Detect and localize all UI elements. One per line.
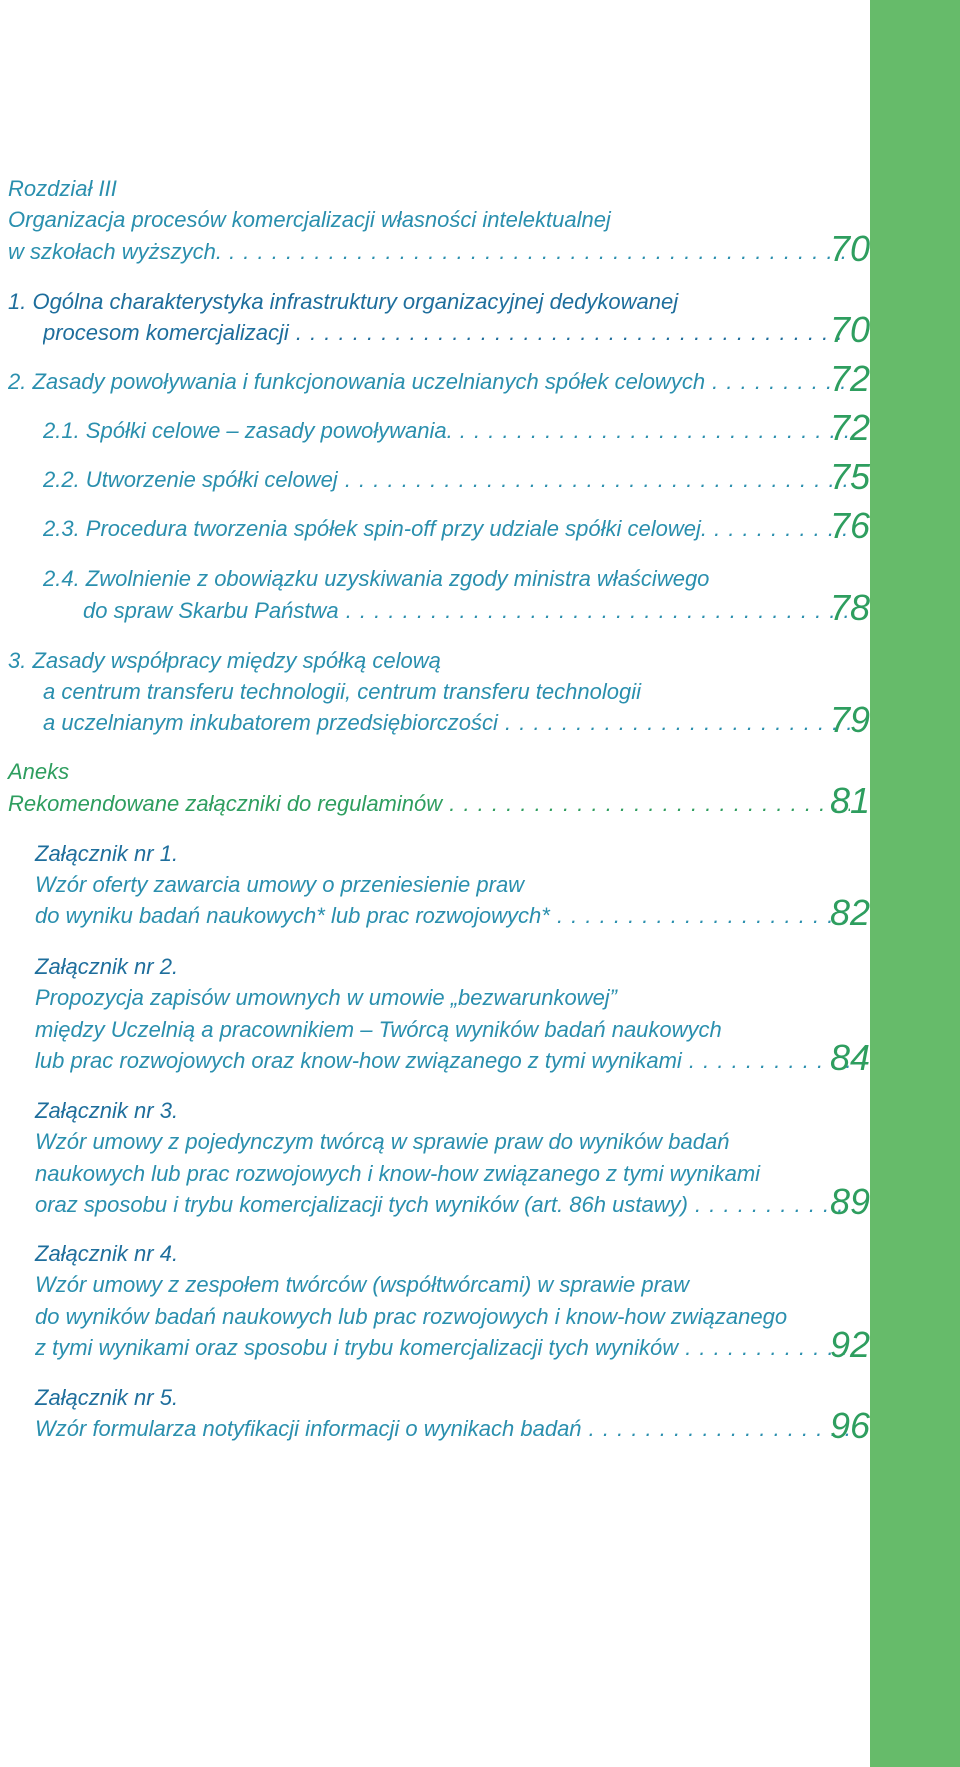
chapter-title-line1: Organizacja procesów komercjalizacji własności intelektualnej [8, 207, 611, 232]
page-number[interactable]: 76 [829, 505, 870, 546]
annex-4-line3: z tymi wynikami oraz sposobu i trybu komercjalizacji tych wyników . . . [35, 1334, 850, 1362]
chapter-label: Rozdział III [8, 176, 117, 201]
section-1-line1: 1. Ogólna charakterystyka infrastruktury organizacyjnej dedykowanej [8, 289, 679, 314]
annex-3-label: Załącznik nr 3. [35, 1098, 179, 1123]
page-number[interactable]: 96 [829, 1405, 870, 1446]
page-number[interactable]: 70 [829, 228, 870, 269]
section-1-line2: procesom komercjalizacji . . . [43, 319, 850, 347]
annex-3-line1: Wzór umowy z pojedynczym twórcą w sprawie praw do wyników badań [35, 1129, 730, 1154]
page-number[interactable]: 81 [829, 780, 870, 821]
page-number[interactable]: 78 [829, 587, 870, 628]
page-number[interactable]: 72 [829, 358, 870, 399]
annex-5-line1: Wzór formularza notyfikacji informacji o wynikach badań . . . [35, 1415, 850, 1443]
annex-3-line3: oraz sposobu i trybu komercjalizacji tych wyników (art. 86h ustawy) . . . [35, 1191, 850, 1219]
annex-1-label: Załącznik nr 1. [35, 841, 179, 866]
section-2-2-line1: 2.2. Utworzenie spółki celowej . . . [43, 466, 850, 494]
annex-3-line2: naukowych lub prac rozwojowych i know-how związanego z tymi wynikami [35, 1161, 761, 1186]
section-2-4-line2: do spraw Skarbu Państwa . . . [83, 597, 850, 625]
annex-2-line2: między Uczelnią a pracownikiem – Twórcą wyników badań naukowych [35, 1017, 722, 1042]
annex-1-line1: Wzór oferty zawarcia umowy o przeniesienie praw [35, 872, 525, 897]
section-2-3-line1: 2.3. Procedura tworzenia spółek spin-off przy udziale spółki celowej. . . . [43, 515, 850, 543]
annex-label: Aneks [8, 759, 70, 784]
section-2-line1: 2. Zasady powoływania i funkcjonowania uczelnianych spółek celowych . . . [8, 368, 850, 396]
annex-2-label: Załącznik nr 2. [35, 954, 179, 979]
annex-1-line2: do wyniku badań naukowych* lub prac rozwojowych* . . . [35, 902, 850, 930]
page-number[interactable]: 82 [829, 892, 870, 933]
section-2-1-line1: 2.1. Spółki celowe – zasady powoływania. . . . [43, 417, 850, 445]
page-number[interactable]: 92 [829, 1324, 870, 1365]
annex-title: Rekomendowane załączniki do regulaminów . . . [8, 790, 850, 818]
section-3-line2: a centrum transferu technologii, centrum transferu technologii [43, 679, 641, 704]
section-2-4-line1: 2.4. Zwolnienie z obowiązku uzyskiwania zgody ministra właściwego [43, 566, 710, 591]
page-number[interactable]: 72 [829, 407, 870, 448]
page-number[interactable]: 89 [829, 1181, 870, 1222]
section-3-line1: 3. Zasady współpracy między spółką celową [8, 648, 441, 673]
page-number[interactable]: 75 [829, 456, 870, 497]
annex-4-label: Załącznik nr 4. [35, 1241, 179, 1266]
page-number[interactable]: 84 [829, 1037, 870, 1078]
page-number[interactable]: 79 [829, 699, 870, 740]
page-number[interactable]: 70 [829, 309, 870, 350]
annex-2-line1: Propozycja zapisów umownych w umowie „bezwarunkowej” [35, 985, 618, 1010]
annex-4-line1: Wzór umowy z zespołem twórców (współtwórcami) w sprawie praw [35, 1272, 690, 1297]
chapter-title-line2: w szkołach wyższych. . . . [8, 238, 850, 266]
green-sidebar [870, 0, 960, 1767]
annex-4-line2: do wyników badań naukowych lub prac rozwojowych i know-how związanego [35, 1304, 788, 1329]
annex-5-label: Załącznik nr 5. [35, 1385, 179, 1410]
section-3-line3: a uczelnianym inkubatorem przedsiębiorczości . . . [43, 709, 850, 737]
annex-2-line3: lub prac rozwojowych oraz know-how związanego z tymi wynikami . . . [35, 1047, 850, 1075]
